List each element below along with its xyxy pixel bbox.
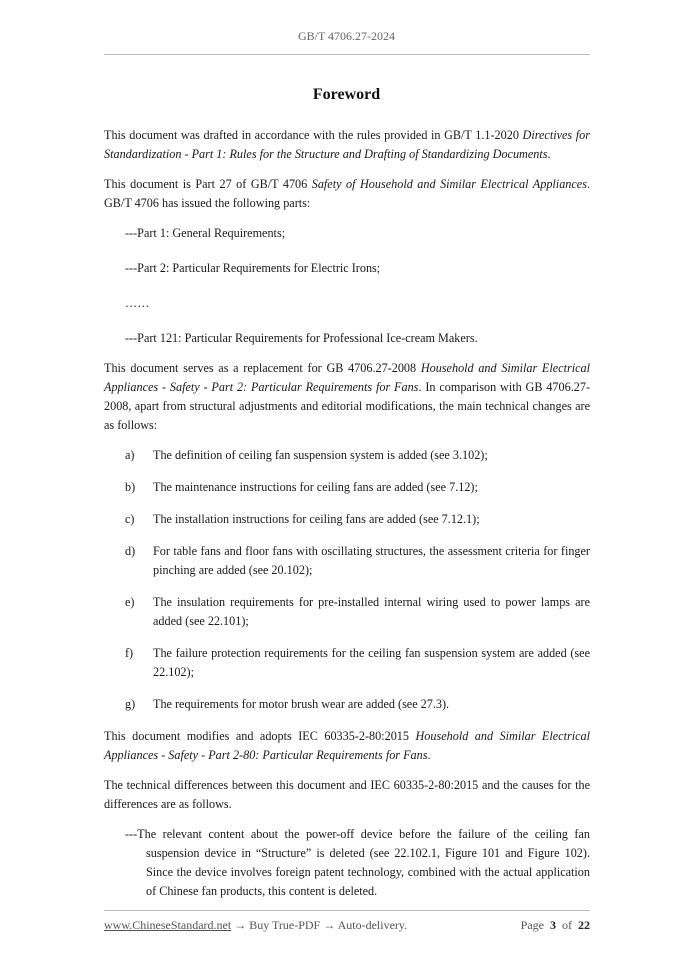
list-text: The requirements for motor brush wear are added (see 27.3). <box>153 697 450 711</box>
italic-title: Household and Similar Electrical Appliances - Safety - Part 2: Particular Requirements for Fans <box>104 361 590 394</box>
list-marker: f) <box>125 646 134 660</box>
paragraph-differences-intro: The technical differences between this document and IEC 60335-2-80:2015 and the causes for the differences are as follows. <box>104 778 590 811</box>
text-run: . <box>427 748 431 762</box>
part-list-ellipsis: …… <box>125 296 150 310</box>
italic-title: Directives for Standardization - Part 1: Rules for the Structure and Drafting of Standardizing Documents <box>104 128 590 161</box>
list-marker: c) <box>125 512 135 526</box>
list-text: For table fans and floor fans with oscillating structures, the assessment criteria for finger pinching are added (see 20.102); <box>153 544 590 577</box>
page-number: 3 <box>550 918 556 932</box>
text-run: . GB/T 4706 has issued the following parts: <box>104 177 590 210</box>
document-header: GB/T 4706.27-2024 <box>297 29 396 43</box>
header-divider <box>104 54 590 55</box>
change-list-item <box>104 593 590 631</box>
delivery-text: Auto-delivery. <box>337 918 408 932</box>
list-marker: a) <box>125 448 135 462</box>
page-title: Foreword <box>312 86 381 103</box>
part-list-item: ---Part 121: Particular Requirements for Professional Ice-cream Makers. <box>125 331 478 345</box>
page-label: Page <box>520 918 544 932</box>
text-run: . <box>547 147 551 161</box>
of-label: of <box>562 918 572 932</box>
change-list-item <box>104 542 590 580</box>
part-list-item: ---Part 1: General Requirements; <box>125 226 286 240</box>
paragraph-replacement <box>104 359 590 435</box>
difference-list-item: ---The relevant content about the power-off device before the failure of the ceiling fan suspension device in “Structure” is deleted (see 22.102.1, Figure 101 and Figure 102). Since the device involves foreign patent technology, combined with the actual application of Chinese fan products, this content is deleted. <box>125 827 590 898</box>
list-text: The definition of ceiling fan suspension system is added (see 3.102); <box>153 448 488 462</box>
italic-title: Safety of Household and Similar Electrical Appliances <box>311 177 587 191</box>
website-link[interactable]: www.ChineseStandard.net <box>104 918 232 932</box>
arrow-icon: → <box>234 918 247 932</box>
italic-title: Household and Similar Electrical Appliances - Safety - Part 2-80: Particular Requirements for Fans <box>104 729 590 762</box>
list-marker: b) <box>125 480 136 494</box>
page-total: 22 <box>578 918 590 932</box>
page-footer <box>104 918 590 933</box>
text-run: This document serves as a replacement for GB 4706.27-2008 <box>104 361 421 375</box>
paragraph-part-info <box>104 175 590 213</box>
list-marker: d) <box>125 544 136 558</box>
list-marker: g) <box>125 697 136 711</box>
buy-pdf-link[interactable]: Buy True-PDF <box>249 918 321 932</box>
list-text: The installation instructions for ceiling fans are added (see 7.12.1); <box>153 512 480 526</box>
page-indicator <box>521 918 590 933</box>
part-list-item: ---Part 2: Particular Requirements for Electric Irons; <box>125 261 381 275</box>
list-text: The insulation requirements for pre-installed internal wiring used to power lamps are added (see 22.101); <box>153 595 590 628</box>
change-list-item <box>104 644 590 682</box>
paragraph-iec-adoption <box>104 727 590 765</box>
text-run: This document modifies and adopts IEC 60335-2-80:2015 <box>104 729 416 743</box>
footer-divider <box>104 910 590 911</box>
text-run: . In comparison with GB 4706.27-2008, apart from structural adjustments and editorial modifications, the main technical changes are as follows: <box>104 380 590 432</box>
paragraph-drafting-rules <box>104 126 590 164</box>
text-run: This document is Part 27 of GB/T 4706 <box>104 177 312 191</box>
change-list-item <box>104 510 590 529</box>
list-text: The maintenance instructions for ceiling fans are added (see 7.12); <box>153 480 478 494</box>
list-text: The failure protection requirements for the ceiling fan suspension system are added (see 22.102); <box>153 646 590 679</box>
document-body <box>104 126 590 901</box>
footer-promo <box>104 918 407 933</box>
list-marker: e) <box>125 595 135 609</box>
change-list-item <box>104 478 590 497</box>
change-list-item <box>104 695 590 714</box>
arrow-icon: → <box>323 918 336 932</box>
change-list-item <box>104 446 590 465</box>
text-run: This document was drafted in accordance with the rules provided in GB/T 1.1-2020 <box>104 128 523 142</box>
